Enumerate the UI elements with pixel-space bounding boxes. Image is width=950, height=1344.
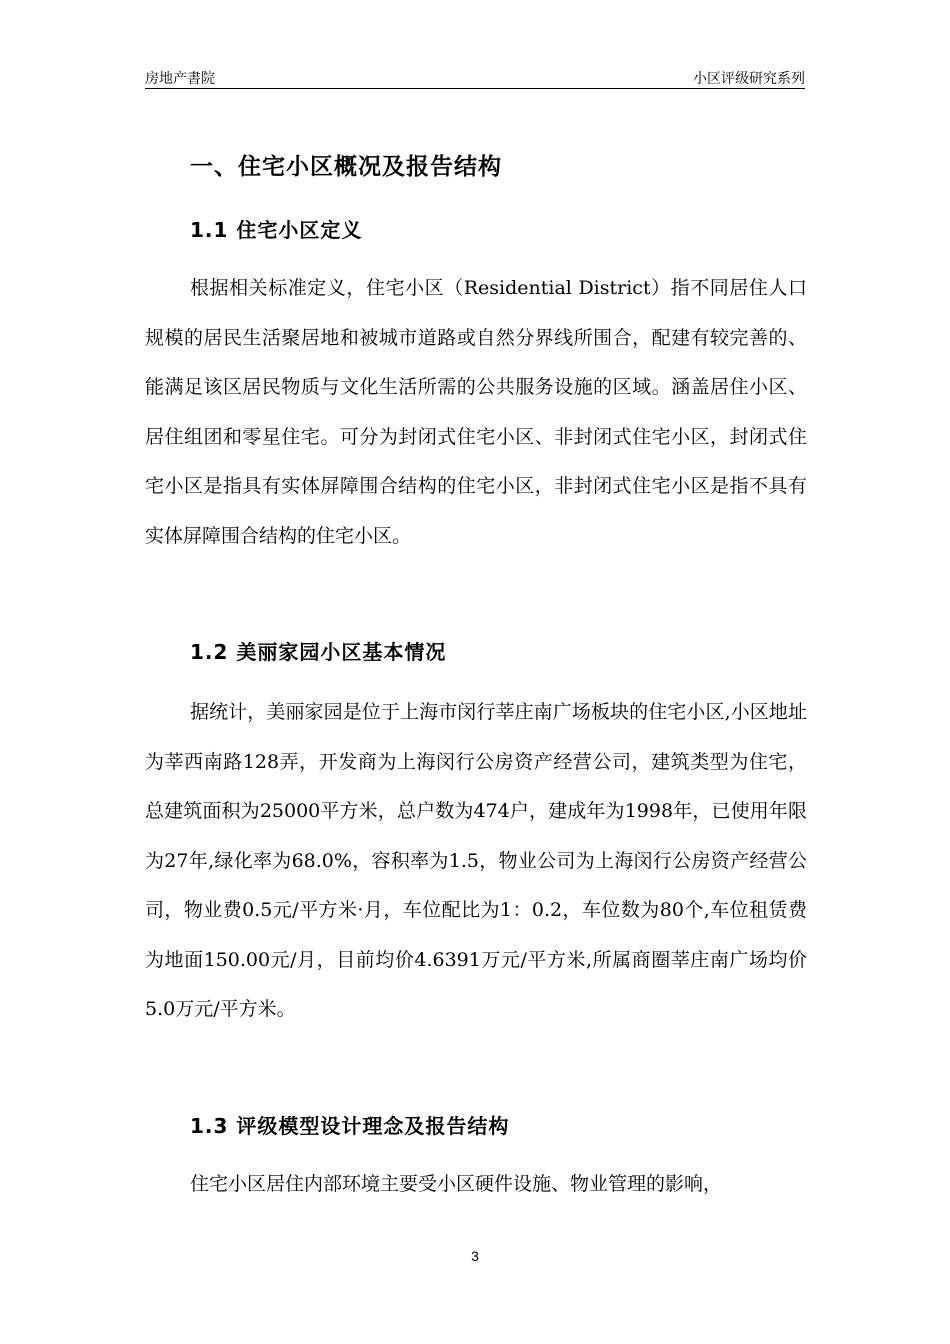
section-heading-1-2: 1.2 美丽家园小区基本情况 — [190, 640, 447, 664]
header-series: 小区评级研究系列 — [693, 71, 805, 87]
section-body-1-3: 住宅小区居住内部环境主要受小区硬件设施、物业管理的影响， — [190, 1173, 723, 1195]
section-heading-1-1: 1.1 住宅小区定义 — [190, 218, 363, 242]
page-number: 3 — [471, 1248, 479, 1264]
chapter-title: 一、住宅小区概况及报告结构 — [190, 154, 502, 180]
section-body-1-2: 据统计，美丽家园是位于上海市闵行莘庄南广场板块的住宅小区,小区地址为莘西南路128弄，开发商为上海闵行公房资产经营公司，建筑类型为住宅，总建筑面积为25000平方米，总户数为474户，建成年为1998年，已使用年限为27年,绿化率为68.0%，容积率为1.5，物业公司为上海闵行公房资产经营公司，物业费0.5元/平方米·月，车位配比为1：0.2，车位数为80个,车位租赁费为地面150.00元/月，目前均价4.6391万元/平方米,所属商圈莘庄南广场均价5.0万元/平方米。 — [145, 701, 807, 1020]
page-header — [145, 68, 805, 89]
header-publisher: 房地产書院 — [145, 71, 215, 87]
section-body-1-1: 根据相关标准定义，住宅小区（Residential District）指不同居住人口规模的居民生活聚居地和被城市道路或自然分界线所围合，配建有较完善的、能满足该区居民物质与文化生活所需的公共服务设施的区域。涵盖居住小区、居住组团和零星住宅。可分为封闭式住宅小区、非封闭式住宅小区，封闭式住宅小区是指具有实体屏障围合结构的住宅小区，非封闭式住宅小区是指不具有实体屏障围合结构的住宅小区。 — [145, 277, 807, 547]
section-heading-1-3: 1.3 评级模型设计理念及报告结构 — [190, 1114, 510, 1138]
